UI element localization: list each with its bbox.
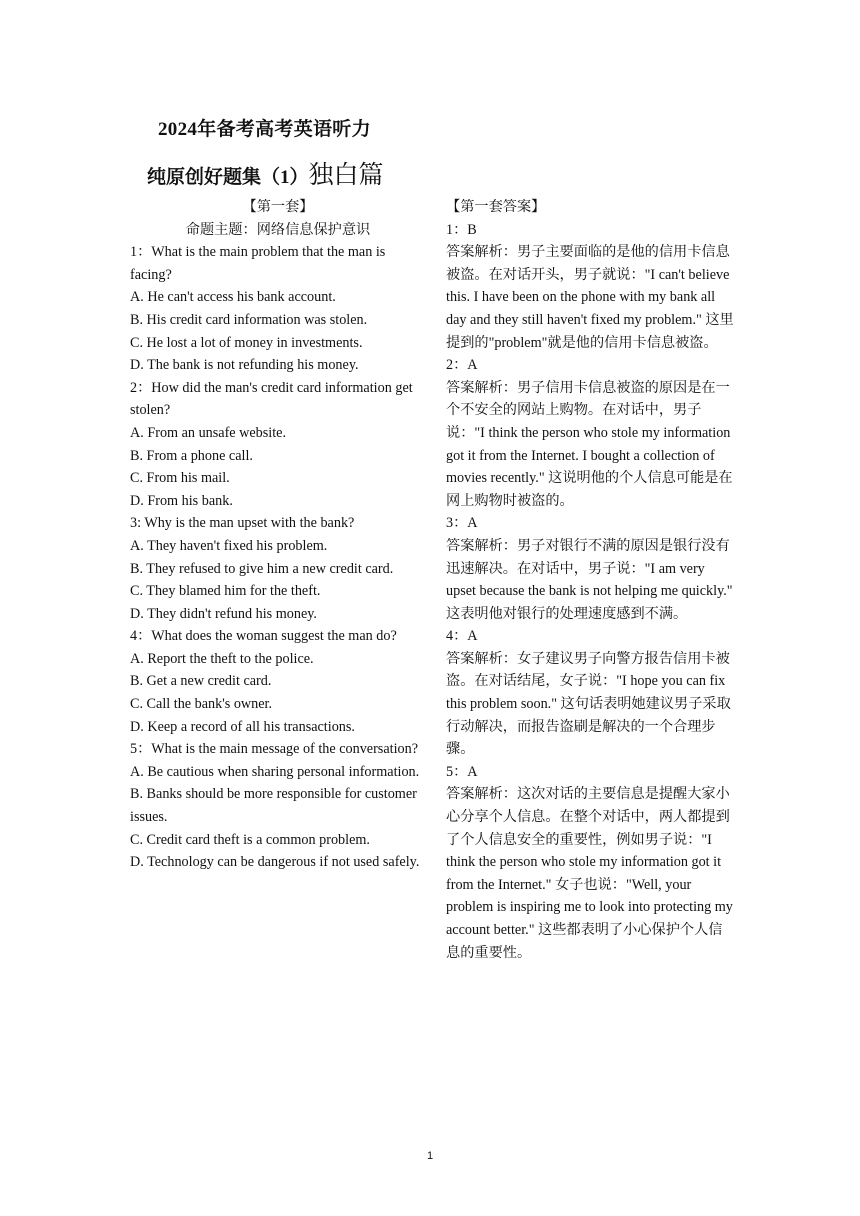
title-main: 纯原创好题集（1） [147, 167, 309, 188]
question-stem: 1：What is the main problem that the man is facing? [130, 244, 386, 283]
question-2 [130, 377, 426, 513]
option: D. Technology can be dangerous if not used safely. [130, 854, 420, 871]
answer-key: 4：A [446, 628, 478, 645]
option: B. From a phone call. [130, 447, 253, 464]
set-subtitle: 命题主题：网络信息保护意识 [185, 221, 371, 238]
question-1 [130, 241, 426, 377]
question-stem: 3: Why is the man upset with the bank? [130, 515, 355, 532]
question-stem: 4：What does the woman suggest the man do? [130, 628, 397, 645]
answer-explanation: 答案解析：男子信用卡信息被盗的原因是在一个不安全的网站上购物。在对话中，男子说："I think the person who stole my information got it from the Internet. I bought a collection of movies recently." 这说明他的个人信息可能是在网上购物时被盗的。 [446, 379, 733, 509]
question-3 [130, 512, 426, 625]
questions-column [130, 196, 426, 874]
option: A. Report the theft to the police. [130, 650, 314, 667]
answer-1 [446, 219, 734, 355]
answer-explanation: 答案解析：女子建议男子向警方报告信用卡被盗。在对话结尾，女子说："I hope you can fix this problem soon." 这句话表明她建议男子采取行动解决，而报告盗刷是解决的一个合理步骤。 [446, 650, 731, 758]
option: C. They blamed him for the theft. [130, 583, 321, 600]
page-number: 1 [426, 1150, 434, 1162]
option: C. Call the bank's owner. [130, 696, 273, 713]
answer-key: 2：A [446, 357, 478, 374]
option: B. Get a new credit card. [130, 673, 272, 690]
option: B. Banks should be more responsible for customer issues. [130, 786, 417, 826]
answer-set-title: 【第一套答案】 [446, 199, 546, 215]
answer-2 [446, 354, 734, 512]
option: A. They haven't fixed his problem. [130, 537, 328, 554]
document-title-line2 [147, 155, 384, 191]
answer-5 [446, 761, 734, 964]
answer-key: 1：B [446, 221, 477, 238]
option: C. He lost a lot of money in investments. [130, 334, 363, 351]
question-stem: 5：What is the main message of the conversation? [130, 741, 418, 758]
option: D. The bank is not refunding his money. [130, 357, 359, 374]
option: C. Credit card theft is a common problem. [130, 831, 370, 848]
answer-explanation: 答案解析：男子对银行不满的原因是银行没有迅速解决。在对话中，男子说："I am very upset because the bank is not helping me quickly." 这表明他对银行的处理速度感到不满。 [446, 537, 733, 622]
option: D. From his bank. [130, 492, 233, 509]
answer-key: 3：A [446, 515, 478, 532]
option: A. From an unsafe website. [130, 424, 287, 441]
question-4 [130, 625, 426, 738]
answer-explanation: 答案解析：这次对话的主要信息是提醒大家小心分享个人信息。在整个对话中，两人都提到了个人信息安全的重要性，例如男子说："I think the person who stole my information got it from the Internet." 女子也说："Well, your problem is inspiring me to look into protecting my account better." 这些都表明了小心保护个人信息的重要性。 [446, 786, 733, 961]
answer-key: 5：A [446, 763, 478, 780]
option: D. Keep a record of all his transactions. [130, 718, 355, 735]
option: A. He can't access his bank account. [130, 289, 336, 306]
set-title: 【第一套】 [242, 199, 314, 215]
option: C. From his mail. [130, 470, 230, 487]
document-title-line1: 2024年备考高考英语听力 [158, 119, 371, 140]
option: D. They didn't refund his money. [130, 605, 317, 622]
option: A. Be cautious when sharing personal information. [130, 763, 420, 780]
answer-3 [446, 512, 734, 625]
title-emphasis: 独白篇 [308, 162, 384, 189]
question-stem: 2：How did the man's credit card information get stolen? [130, 379, 413, 419]
answer-explanation: 答案解析：男子主要面临的是他的信用卡信息被盗。在对话开头，男子就说："I can't believe this. I have been on the phone with my bank all day and they still haven't fixed my problem." 这里提到的"problem"就是他的信用卡信息被盗。 [446, 244, 734, 351]
option: B. They refused to give him a new credit card. [130, 560, 394, 577]
question-5 [130, 738, 426, 874]
option: B. His credit card information was stolen. [130, 311, 368, 328]
answers-column [446, 196, 734, 964]
answer-4 [446, 625, 734, 761]
